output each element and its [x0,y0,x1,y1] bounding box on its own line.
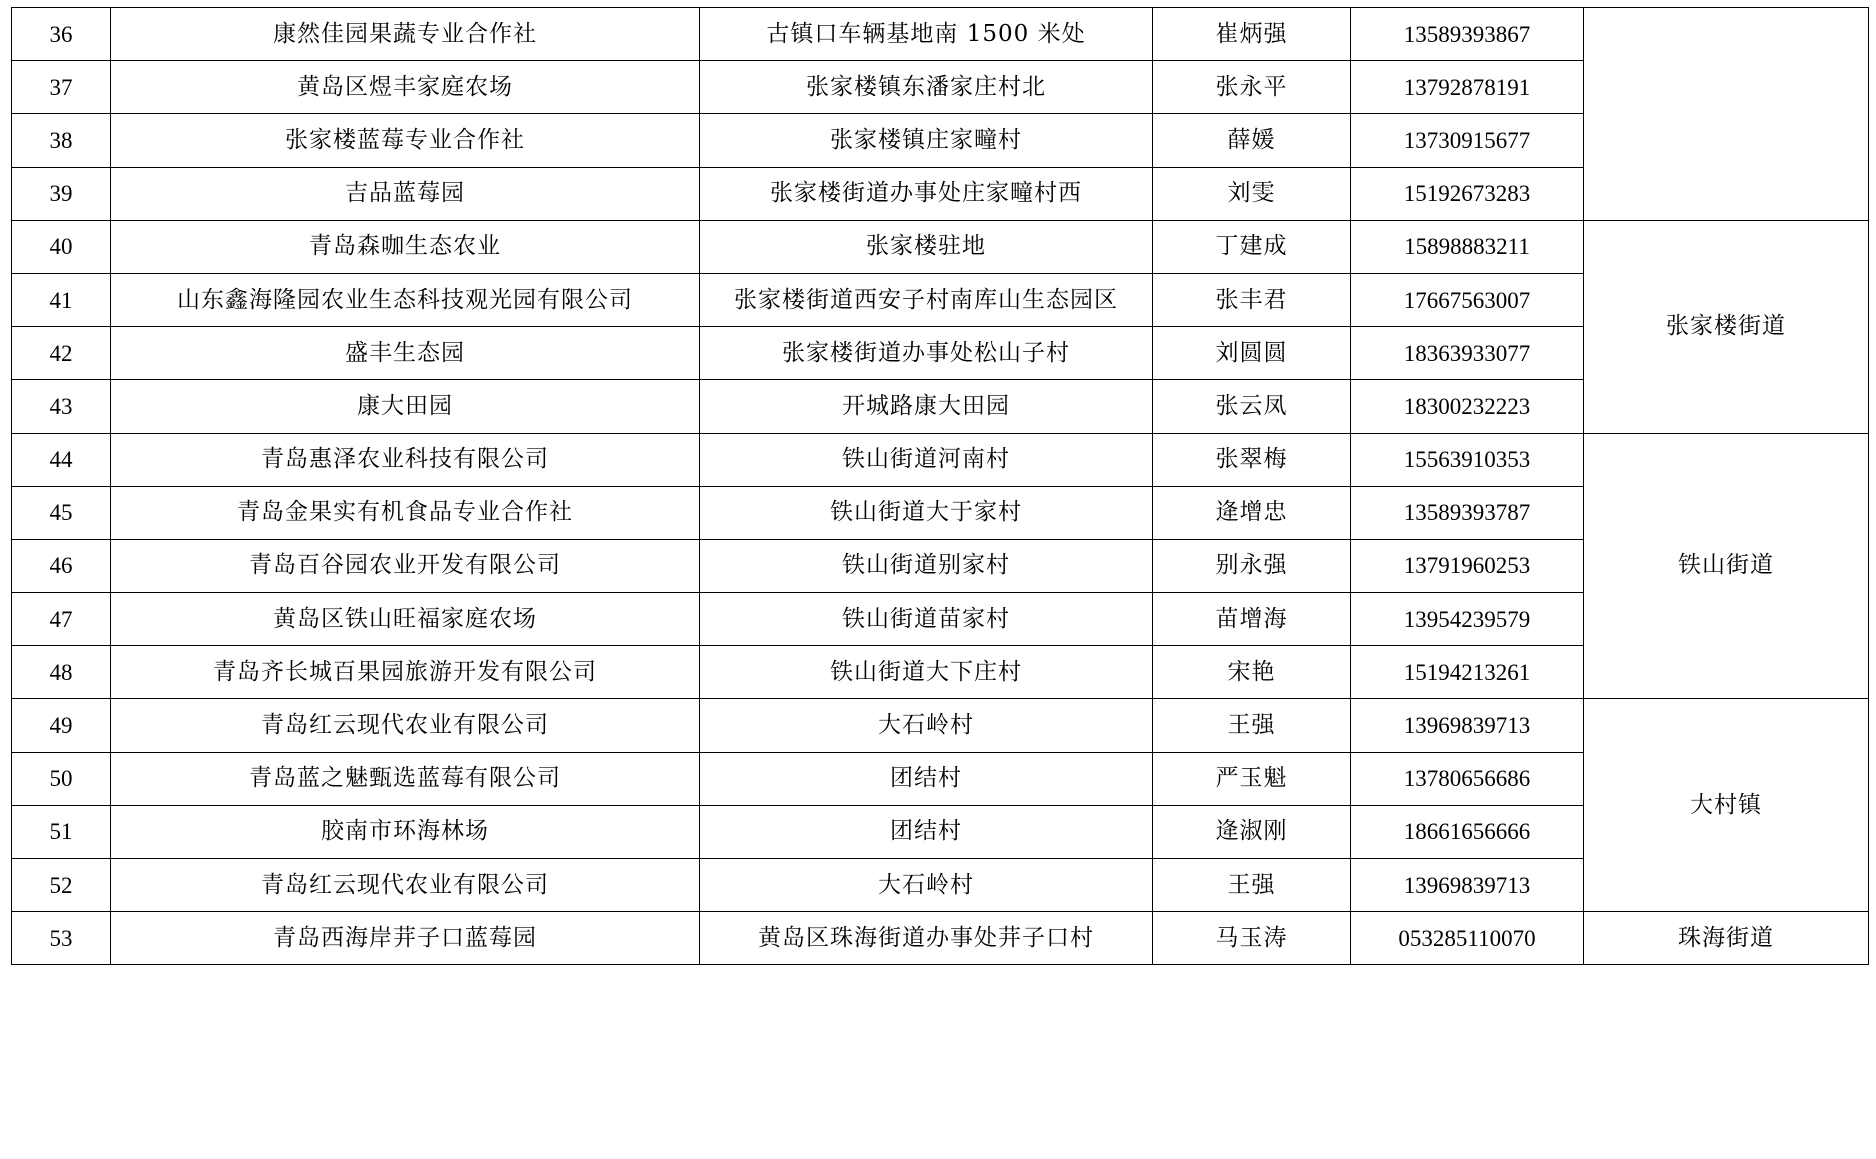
contact-person-cell: 张翠梅 [1153,433,1351,486]
contact-person-cell: 张丰君 [1153,273,1351,326]
address-cell: 铁山街道大下庄村 [700,646,1153,699]
address-cell: 大石岭村 [700,859,1153,912]
entity-name-cell: 吉品蓝莓园 [111,167,700,220]
entity-name-cell: 山东鑫海隆园农业生态科技观光园有限公司 [111,273,700,326]
contact-person-cell: 逄增忠 [1153,486,1351,539]
entity-name-cell: 康然佳园果蔬专业合作社 [111,8,700,61]
address-cell: 张家楼街道西安子村南库山生态园区 [700,273,1153,326]
contact-person-cell: 刘雯 [1153,167,1351,220]
contact-person-cell: 严玉魁 [1153,752,1351,805]
entity-name-cell: 青岛红云现代农业有限公司 [111,699,700,752]
row-number: 53 [12,912,111,965]
table-body [12,8,1869,965]
orchard-contact-table [11,7,1869,965]
row-number: 43 [12,380,111,433]
phone-number-cell: 13969839713 [1351,699,1584,752]
address-cell: 张家楼镇东潘家庄村北 [700,61,1153,114]
contact-person-cell: 薛媛 [1153,114,1351,167]
row-number: 52 [12,859,111,912]
address-cell: 团结村 [700,752,1153,805]
contact-person-cell: 丁建成 [1153,220,1351,273]
contact-person-cell: 张云凤 [1153,380,1351,433]
row-number: 41 [12,273,111,326]
phone-number-cell: 13969839713 [1351,859,1584,912]
row-number: 40 [12,220,111,273]
phone-number-cell: 13792878191 [1351,61,1584,114]
region-cell: 珠海街道 [1584,912,1869,965]
entity-name-cell: 青岛齐长城百果园旅游开发有限公司 [111,646,700,699]
contact-person-cell: 王强 [1153,699,1351,752]
entity-name-cell: 青岛百谷园农业开发有限公司 [111,539,700,592]
row-number: 45 [12,486,111,539]
region-cell: 张家楼街道 [1584,220,1869,433]
entity-name-cell: 胶南市环海林场 [111,805,700,858]
entity-name-cell: 康大田园 [111,380,700,433]
phone-number-cell: 18363933077 [1351,327,1584,380]
phone-number-cell: 13589393867 [1351,8,1584,61]
address-cell: 铁山街道河南村 [700,433,1153,486]
entity-name-cell: 盛丰生态园 [111,327,700,380]
address-cell: 张家楼街道办事处庄家疃村西 [700,167,1153,220]
address-cell: 张家楼驻地 [700,220,1153,273]
contact-person-cell: 苗增海 [1153,593,1351,646]
row-number: 37 [12,61,111,114]
address-cell: 开城路康大田园 [700,380,1153,433]
entity-name-cell: 黄岛区铁山旺福家庭农场 [111,593,700,646]
row-number: 38 [12,114,111,167]
table-row [12,699,1869,752]
contact-person-cell: 刘圆圆 [1153,327,1351,380]
entity-name-cell: 青岛森咖生态农业 [111,220,700,273]
table-row [12,912,1869,965]
entity-name-cell: 青岛蓝之魅甄选蓝莓有限公司 [111,752,700,805]
row-number: 42 [12,327,111,380]
row-number: 51 [12,805,111,858]
entity-name-cell: 张家楼蓝莓专业合作社 [111,114,700,167]
table-row [12,433,1869,486]
contact-person-cell: 宋艳 [1153,646,1351,699]
phone-number-cell: 15898883211 [1351,220,1584,273]
address-cell: 大石岭村 [700,699,1153,752]
phone-number-cell: 15192673283 [1351,167,1584,220]
contact-person-cell: 张永平 [1153,61,1351,114]
phone-number-cell: 13730915677 [1351,114,1584,167]
address-cell: 黄岛区珠海街道办事处茾子口村 [700,912,1153,965]
row-number: 39 [12,167,111,220]
row-number: 50 [12,752,111,805]
table-row [12,220,1869,273]
phone-number-cell: 17667563007 [1351,273,1584,326]
phone-number-cell: 053285110070 [1351,912,1584,965]
phone-number-cell: 13780656686 [1351,752,1584,805]
phone-number-cell: 13791960253 [1351,539,1584,592]
address-cell: 铁山街道苗家村 [700,593,1153,646]
address-cell: 古镇口车辆基地南 1500 米处 [700,8,1153,61]
entity-name-cell: 青岛惠泽农业科技有限公司 [111,433,700,486]
phone-number-cell: 13589393787 [1351,486,1584,539]
table-row [12,8,1869,61]
entity-name-cell: 青岛金果实有机食品专业合作社 [111,486,700,539]
phone-number-cell: 15194213261 [1351,646,1584,699]
row-number: 48 [12,646,111,699]
address-cell: 铁山街道别家村 [700,539,1153,592]
entity-name-cell: 青岛红云现代农业有限公司 [111,859,700,912]
contact-person-cell: 马玉涛 [1153,912,1351,965]
region-cell: 大村镇 [1584,699,1869,912]
contact-person-cell: 崔炳强 [1153,8,1351,61]
row-number: 36 [12,8,111,61]
phone-number-cell: 18661656666 [1351,805,1584,858]
phone-number-cell: 18300232223 [1351,380,1584,433]
contact-person-cell: 王强 [1153,859,1351,912]
region-cell: 铁山街道 [1584,433,1869,699]
row-number: 46 [12,539,111,592]
row-number: 44 [12,433,111,486]
contact-person-cell: 逄淑刚 [1153,805,1351,858]
row-number: 49 [12,699,111,752]
address-cell: 张家楼街道办事处松山子村 [700,327,1153,380]
row-number: 47 [12,593,111,646]
phone-number-cell: 15563910353 [1351,433,1584,486]
address-cell: 张家楼镇庄家疃村 [700,114,1153,167]
address-cell: 团结村 [700,805,1153,858]
phone-number-cell: 13954239579 [1351,593,1584,646]
entity-name-cell: 青岛西海岸茾子口蓝莓园 [111,912,700,965]
contact-person-cell: 别永强 [1153,539,1351,592]
region-cell [1584,8,1869,221]
entity-name-cell: 黄岛区煜丰家庭农场 [111,61,700,114]
address-cell: 铁山街道大于家村 [700,486,1153,539]
